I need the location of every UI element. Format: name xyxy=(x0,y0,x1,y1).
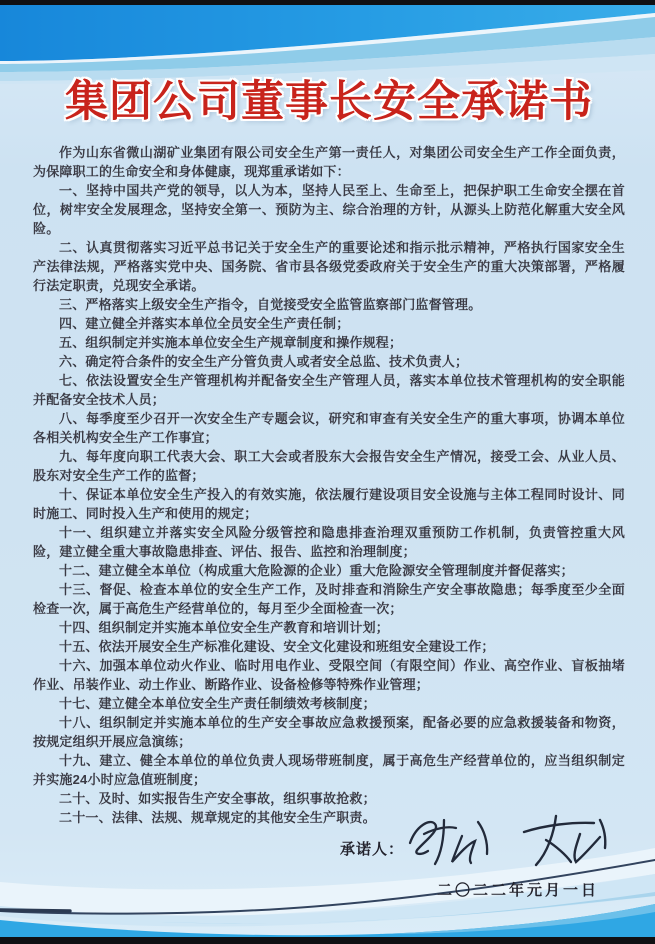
paragraph: 七、依法设置安全生产管理机构并配备安全生产管理人员，落实本单位技术管理机构的安全职能并配备安全技术人员； xyxy=(33,373,625,407)
paragraph: 五、组织制定并实施本单位安全生产规章制度和操作规程； xyxy=(59,335,403,350)
paragraph: 十一、组织建立并落实安全风险分级管控和隐患排查治理双重预防工作机制，负责管控重大风险，建立健全重大事故隐患排查、评估、报告、监控和治理制度； xyxy=(33,525,625,559)
paragraph: 十七、建立健全本单位安全生产责任制绩效考核制度； xyxy=(59,696,376,711)
paragraph: 二、认真贯彻落实习近平总书记关于安全生产的重要论述和指示批示精神，严格执行国家安全生产法律法规，严格落实党中央、国务院、省市县各级党委政府关于安全生产的重大决策部署，严格履行法定职责，兑现安全承诺。 xyxy=(33,240,625,293)
page-title: 集团公司董事长安全承诺书 xyxy=(65,78,593,126)
paragraph: 十四、组织制定并实施本单位安全生产教育和培训计划； xyxy=(59,620,390,635)
document-body xyxy=(33,68,625,827)
paragraph: 二十一、法律、法规、规章规定的其他安全生产职责。 xyxy=(59,810,376,825)
paragraph: 十九、建立、健全本单位的单位负责人现场带班制度，属于高危生产经营单位的，应当组织制定并实施24小时应急值班制度； xyxy=(33,753,625,787)
paragraph: 十、保证本单位安全生产投入的有效实施，依法履行建设项目安全设施与主体工程同时设计、同时施工、同时投入生产和使用的规定； xyxy=(33,487,625,521)
handwritten-signature-1 xyxy=(410,820,487,864)
bottom-border xyxy=(0,937,655,944)
paragraph: 一、坚持中国共产党的领导，以人为本，坚持人民至上、生命至上，把保护职工生命安全摆在首位，树牢安全发展理念，坚持安全第一、预防为主、综合治理的方针，从源头上防范化解重大安全风险。 xyxy=(33,183,625,236)
handwritten-signature-2 xyxy=(524,816,605,865)
paragraph: 十五、依法开展安全生产标准化建设、安全文化建设和班组安全建设工作； xyxy=(59,639,495,654)
signature-row xyxy=(340,810,619,872)
paragraph: 十八、组织制定并实施本单位的生产安全事故应急救援预案，配备必要的应急救援装备和物资，按规定组织开展应急演练； xyxy=(33,715,625,749)
paragraph: 三、严格落实上级安全生产指令，自觉接受安全监管监察部门监督管理。 xyxy=(59,297,482,312)
commitment-paragraphs xyxy=(33,143,625,827)
handwritten-signatures xyxy=(404,810,619,872)
paragraph: 四、建立健全并落实本单位全员安全生产责任制； xyxy=(59,316,350,331)
signature-label: 承诺人： xyxy=(339,840,404,858)
top-border xyxy=(0,0,655,5)
paragraph: 二十、及时、如实报告生产安全事故，组织事故抢救； xyxy=(59,791,376,806)
paragraph: 六、确定符合条件的安全生产分管负责人或者安全总监、技术负责人； xyxy=(59,354,469,369)
paragraph: 九、每年度向职工代表大会、职工大会或者股东大会报告安全生产情况，接受工会、从业人员、股东对安全生产工作的监督； xyxy=(33,449,625,483)
paragraph: 十六、加强本单位动火作业、临时用电作业、受限空间（有限空间）作业、高空作业、盲板抽堵作业、吊装作业、动土作业、断路作业、设备检修等特殊作业管理； xyxy=(33,658,625,692)
paragraph: 十二、建立健全本单位（构成重大危险源的企业）重大危险源安全管理制度并督促落实； xyxy=(59,563,574,578)
paragraph: 八、每季度至少召开一次安全生产专题会议，研究和审查有关安全生产的重大事项，协调本单位各相关机构安全生产工作事宜； xyxy=(33,411,625,445)
date: 二〇二二年元月一日 xyxy=(436,882,599,899)
paragraph: 十三、督促、检查本单位的安全生产工作，及时排查和消除生产安全事故隐患；每季度至少全面检查一次，属于高危生产经营单位的，每月至少全面检查一次； xyxy=(33,582,625,616)
paragraph: 作为山东省微山湖矿业集团有限公司安全生产第一责任人，对集团公司安全生产工作全面负责，为保障职工的生命安全和身体健康，现郑重承诺如下： xyxy=(33,145,625,179)
